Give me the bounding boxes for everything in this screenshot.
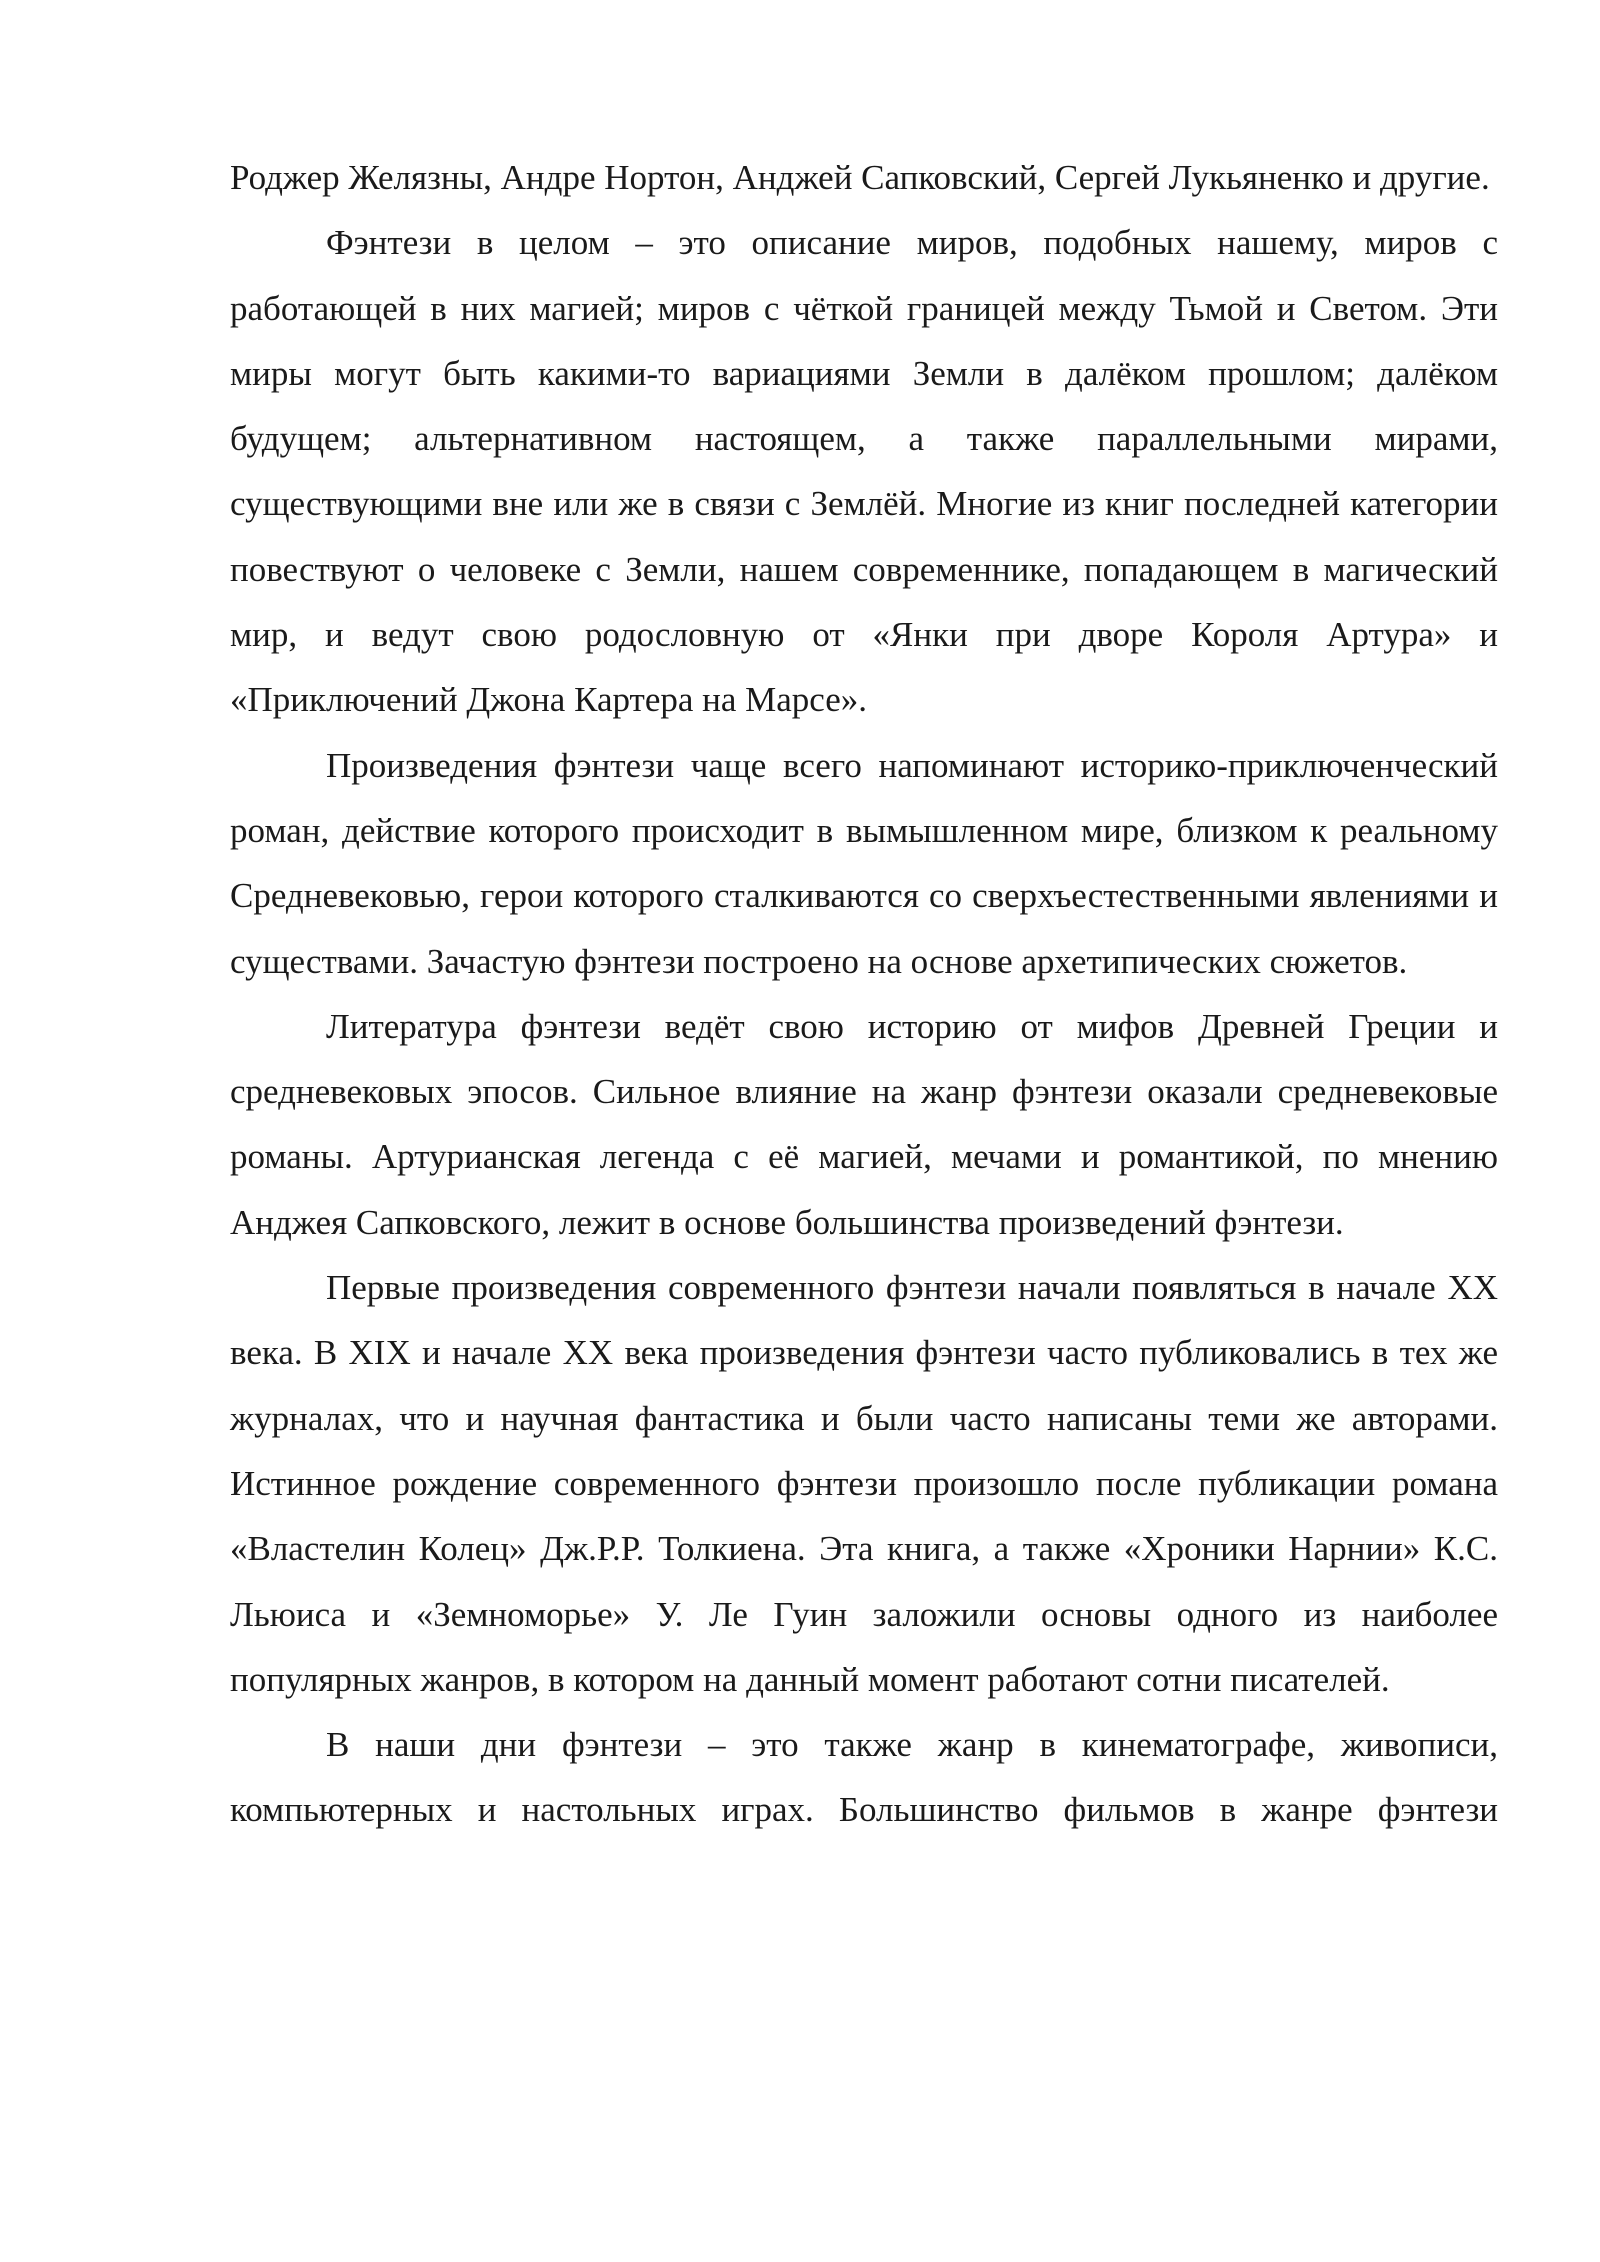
- paragraph-4: Литература фэнтези ведёт свою историю от мифов Древней Греции и средневековых эпосов. Сильное влияние на жанр фэнтези оказали средневековые романы. Артурианская легенда с её магией, мечами и романтикой, по мнению Анджея Сапковского, лежит в основе большинства произведений фэнтези.: [230, 1006, 1498, 1242]
- paragraph-1: Роджер Желязны, Андре Нортон, Анджей Сапковский, Сергей Лукьяненко и другие.: [230, 158, 1490, 197]
- paragraph-5: Первые произведения современного фэнтези начали появляться в начале XX века. В XIX и начале XX века произведения фэнтези часто публиковались в тех же журналах, что и научная фантастика и были часто написаны теми же авторами. Истинное рождение современного фэнтези произошло после публикации романа «Властелин Колец» Дж.Р.Р. Толкиена. Эта книга, а также «Хроники Нарнии» К.С. Льюиса и «Земноморье» У. Ле Гуин заложили основы одного из наиболее популярных жанров, в котором на данный момент работают сотни писателей.: [230, 1268, 1498, 1699]
- document-body: [230, 145, 1498, 1843]
- paragraph-2: Фэнтези в целом – это описание миров, подобных нашему, миров с работающей в них магией; миров с чёткой границей между Тьмой и Светом. Эти миры могут быть какими-то вариациями Земли в далёком прошлом; далёком будущем; альтернативном настоящем, а также параллельными мирами, существующими вне или же в связи с Землёй. Многие из книг последней категории повествуют о человеке с Земли, нашем современнике, попадающем в магический мир, и ведут свою родословную от «Янки при дворе Короля Артура» и «Приключений Джона Картера на Марсе».: [230, 223, 1498, 720]
- paragraph-3: Произведения фэнтези чаще всего напоминают историко-приключенческий роман, действие которого происходит в вымышленном мире, близком к реальному Средневековью, герои которого сталкиваются со сверхъестественными явлениями и существами. Зачастую фэнтези построено на основе архетипических сюжетов.: [230, 745, 1498, 981]
- paragraph-6: В наши дни фэнтези – это также жанр в кинематографе, живописи, компьютерных и настольных играх. Большинство фильмов в жанре фэнтези: [230, 1725, 1498, 1830]
